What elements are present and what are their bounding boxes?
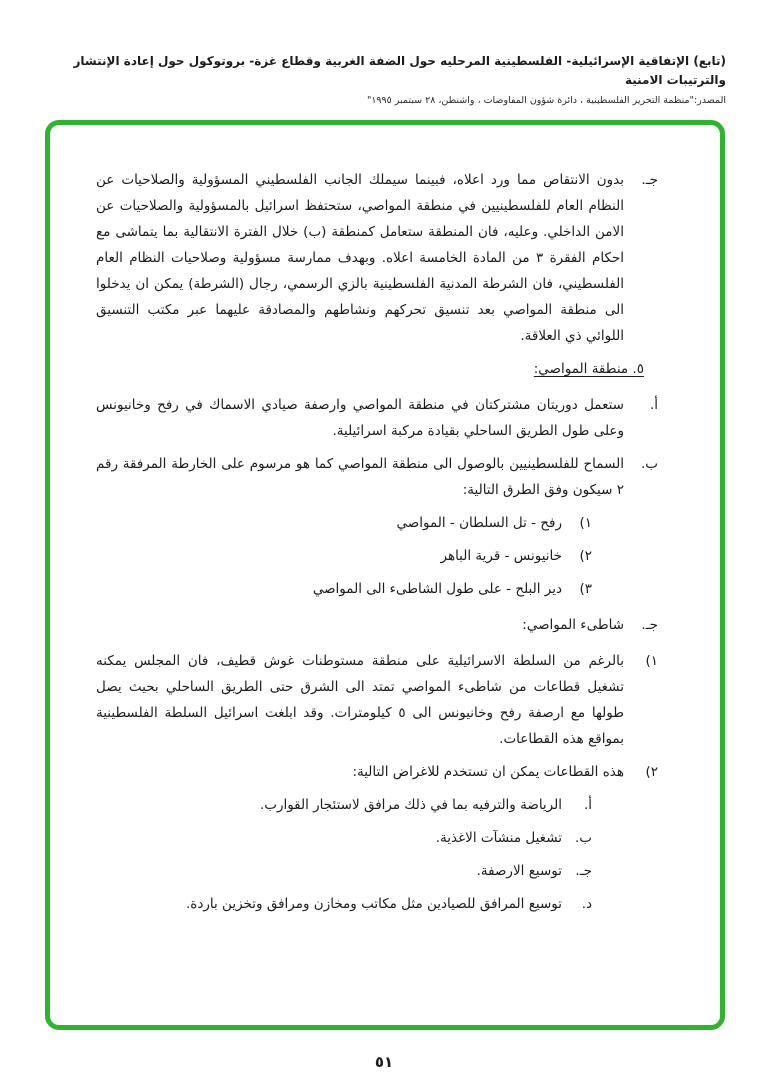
route-item-1 bbox=[96, 510, 592, 536]
route-item-2 bbox=[96, 543, 592, 569]
route-3-marker: ٣) bbox=[579, 581, 592, 597]
purpose-a-text: الرياضة والترفيه بما في ذلك مرافق لاستئجار القوارب. bbox=[259, 797, 562, 813]
coast-2-marker: ٢) bbox=[645, 764, 658, 780]
purpose-item-a bbox=[96, 792, 592, 818]
coast-item-2 bbox=[96, 759, 658, 785]
purpose-item-d bbox=[96, 891, 592, 917]
coast-2-text: هذه القطاعات يمكن ان تستخدم للاغراض التالية: bbox=[352, 764, 624, 780]
document-title: (تابع) الإتفاقية الإسرائيلية- الفلسطينية المرحليه حول الضفة الغربية وقطاع غزة- بروتوكول حول إعادة الإنتشار والترتيبات الامنية bbox=[73, 54, 726, 88]
route-item-3 bbox=[96, 576, 592, 602]
item-b-text: السماح للفلسطينيين بالوصول الى منطقة المواصي كما هو مرسوم على الخارطة المرفقة رقم ٢ سيكون وفق الطرق التالية: bbox=[96, 456, 624, 498]
purpose-item-b bbox=[96, 825, 592, 851]
purpose-item-c bbox=[96, 858, 592, 884]
item-c-marker: جـ. bbox=[641, 617, 658, 633]
document-source-line: المصدر:"منظمة التحرير الفلسطينية ، دائرة شؤون المفاوضات ، واشنطن، ٢٨ سبتمبر ١٩٩٥" bbox=[366, 95, 726, 107]
purpose-d-text: توسيع المرافق للصيادين مثل مكاتب ومخازن ومرافق وتخزين باردة. bbox=[186, 896, 562, 912]
item-b-marker: ب. bbox=[640, 456, 658, 472]
route-2-marker: ٢) bbox=[579, 548, 592, 564]
item-b-paragraph bbox=[96, 451, 658, 503]
route-3-text: دير البلح - على طول الشاطىء الى المواصي bbox=[312, 581, 562, 597]
item-a-text: ستعمل دوريتان مشتركتان في منطقة المواصي وارصفة صيادي الاسماك في رفح وخانيونس وعلى طول الطريق الساحلي بقيادة مركبة اسرائيلية. bbox=[96, 397, 624, 439]
content-frame bbox=[45, 120, 725, 1030]
clause-c-marker: جـ. bbox=[641, 172, 658, 188]
item-c-paragraph bbox=[96, 612, 658, 638]
clause-c-paragraph bbox=[96, 167, 658, 349]
purpose-c-marker: جـ. bbox=[575, 863, 592, 879]
purpose-d-marker: د. bbox=[581, 896, 592, 912]
route-1-marker: ١) bbox=[579, 515, 592, 531]
route-1-text: رفح - تل السلطان - المواصي bbox=[396, 515, 562, 531]
route-2-text: خانيونس - قرية الباهر bbox=[440, 548, 562, 564]
purpose-a-marker: أ. bbox=[583, 797, 592, 813]
coast-item-1 bbox=[96, 648, 658, 752]
page-number: ٥١ bbox=[374, 1053, 394, 1071]
coast-1-text: بالرغم من السلطة الاسرائيلية على منطقة مستوطنات غوش قطيف، فان المجلس يمكنه تشغيل قطاعات من شاطىء المواصي تمتد الى الشرق حتى الطريق الساحلي بحيث يصل طولها مع ارصفة رفح وخانيونس الى ٥ كيلومترات. وقد ابلغت اسرائيل السلطة الفلسطينية بمواقع هذه القطاعات. bbox=[96, 653, 625, 747]
clause-c-text: بدون الانتقاص مما ورد اعلاه، فبينما سيملك الجانب الفلسطيني المسؤولية والصلاحيات عن النظام العام للفلسطينيين في منطقة المواصي، ستحتفظ اسرائيل بالمسؤولية والصلاحيات عن الامن الداخلي. وعليه، فان المنطقة ستعامل كمنطقة (ب) خلال الفترة الانتقالية بما يتماشى مع احكام الفقرة ٣ من المادة الخامسة اعلاه. وبهدف ممارسة مسؤولية وصلاحيات النظام العام الفلسطيني، فان الشرطة المدنية الفلسطينية بالزي الرسمي، رجال (الشرطة) يمكن ان يدخلوا الى منطقة المواصي بعد تنسيق تحركهم ونشاطهم والمصادقة عليهما عبر مكتب التنسيق اللوائي ذي العلاقة. bbox=[96, 172, 624, 344]
item-a-marker: أ. bbox=[649, 397, 658, 413]
section-5-heading: ٥. منطقة المواصي: bbox=[533, 361, 644, 377]
purpose-c-text: توسيع الارصفة. bbox=[476, 863, 562, 879]
item-c-text: شاطىء المواصي: bbox=[522, 617, 624, 633]
purpose-b-marker: ب. bbox=[574, 830, 592, 846]
document-header bbox=[0, 0, 768, 106]
item-a-paragraph bbox=[96, 392, 658, 444]
purpose-b-text: تشغيل منشآت الاغذية. bbox=[435, 830, 562, 846]
coast-1-marker: ١) bbox=[645, 653, 658, 669]
